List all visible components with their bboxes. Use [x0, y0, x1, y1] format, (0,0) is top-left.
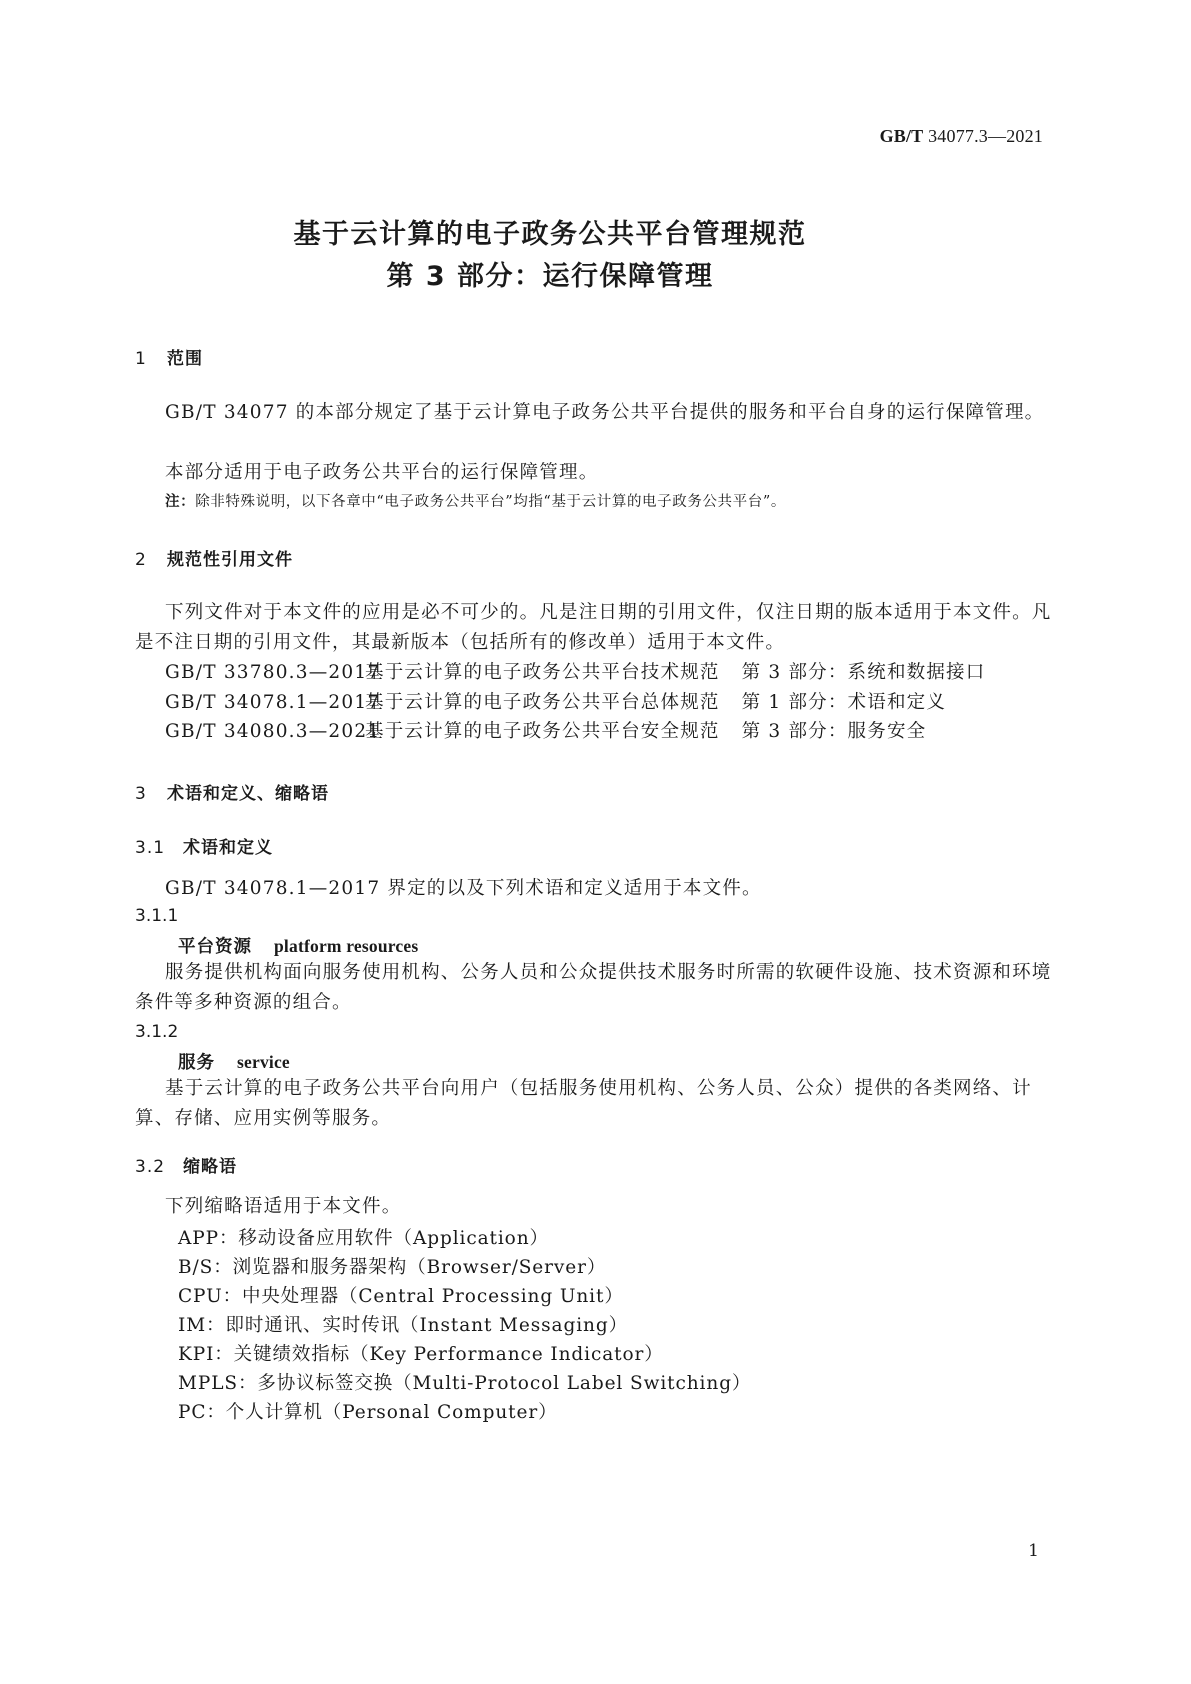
subsection-title: 术语和定义 [183, 838, 273, 858]
abbreviation-item: MPLS：多协议标签交换（Multi-Protocol Label Switching） [178, 1373, 752, 1394]
term-heading [178, 933, 418, 958]
note-label: 注： [165, 493, 196, 510]
section-3-1-intro: GB/T 34078.1—2017 界定的以及下列术语和定义适用于本文件。 [165, 878, 762, 899]
page-number: 1 [1028, 1541, 1039, 1561]
reference-code: GB/T 33780.3—2017 [165, 662, 381, 683]
term-chinese: 平台资源 [178, 937, 252, 957]
section-2-heading [135, 545, 293, 570]
subsection-number: 3.2 [135, 1157, 166, 1177]
term-definition: 服务提供机构面向服务使用机构、公务人员和公众提供技术服务时所需的软硬件设施、技术资源和环境条件等多种资源的组合。 [135, 962, 1052, 1013]
section-1-note [165, 490, 786, 511]
term-definition: 基于云计算的电子政务公共平台向用户（包括服务使用机构、公务人员、公众）提供的各类网络、计算、存储、应用实例等服务。 [135, 1078, 1032, 1129]
section-3-1-heading [135, 833, 273, 858]
note-text: 除非特殊说明，以下各章中“电子政务公共平台”均指“基于云计算的电子政务公共平台”。 [195, 494, 786, 510]
abbreviation-item: APP：移动设备应用软件（Application） [178, 1228, 549, 1249]
section-3-2-heading [135, 1152, 237, 1177]
subsection-title: 缩略语 [183, 1157, 237, 1177]
document-title-line2: 第 3 部分：运行保障管理 [386, 261, 714, 292]
term-number: 3.1.2 [135, 1022, 179, 1042]
abbreviation-item: KPI：关键绩效指标（Key Performance Indicator） [178, 1344, 664, 1365]
normative-reference [165, 658, 985, 688]
abbreviation-item: PC：个人计算机（Personal Computer） [178, 1402, 558, 1423]
standard-code: 34077.3—2021 [928, 126, 1043, 146]
term-heading [178, 1049, 290, 1074]
document-title-line1: 基于云计算的电子政务公共平台管理规范 [293, 219, 807, 250]
reference-part: 第 3 部分：服务安全 [741, 721, 927, 742]
term-chinese: 服务 [178, 1053, 215, 1073]
section-title: 范围 [167, 349, 203, 369]
standard-prefix: GB/T [879, 126, 924, 146]
reference-part: 第 3 部分：系统和数据接口 [741, 662, 986, 683]
standard-number [880, 126, 1043, 147]
reference-code: GB/T 34078.1—2017 [165, 692, 381, 713]
reference-code: GB/T 34080.3—2021 [165, 721, 381, 742]
reference-part: 第 1 部分：术语和定义 [741, 692, 947, 713]
normative-reference [165, 717, 926, 747]
subsection-number: 3.1 [135, 838, 166, 858]
reference-title: 基于云计算的电子政务公共平台总体规范 [365, 692, 720, 713]
reference-title: 基于云计算的电子政务公共平台安全规范 [365, 721, 720, 742]
term-english: service [237, 1052, 290, 1072]
section-1-paragraph-2: 本部分适用于电子政务公共平台的运行保障管理。 [165, 462, 599, 483]
section-title: 规范性引用文件 [167, 550, 293, 570]
section-number: 1 [135, 349, 147, 369]
abbreviation-item: IM：即时通讯、实时传讯（Instant Messaging） [178, 1315, 628, 1336]
section-3-2-intro: 下列缩略语适用于本文件。 [165, 1196, 402, 1217]
term-number: 3.1.1 [135, 906, 179, 926]
section-2-paragraph: 下列文件对于本文件的应用是必不可少的。凡是注日期的引用文件，仅注日期的版本适用于本文件。凡是不注日期的引用文件，其最新版本（包括所有的修改单）适用于本文件。 [135, 602, 1052, 653]
reference-title: 基于云计算的电子政务公共平台技术规范 [365, 662, 720, 683]
section-3-heading [135, 779, 329, 804]
term-english: platform resources [274, 936, 419, 956]
section-1-paragraph-1: GB/T 34077 的本部分规定了基于云计算电子政务公共平台提供的服务和平台自身的运行保障管理。 [165, 402, 1045, 423]
section-number: 3 [135, 784, 147, 804]
abbreviation-item: CPU：中央处理器（Central Processing Unit） [178, 1286, 624, 1307]
section-number: 2 [135, 550, 147, 570]
section-title: 术语和定义、缩略语 [167, 784, 329, 804]
normative-reference [165, 688, 946, 718]
abbreviation-item: B/S：浏览器和服务器架构（Browser/Server） [178, 1257, 607, 1278]
section-1-heading [135, 344, 203, 369]
